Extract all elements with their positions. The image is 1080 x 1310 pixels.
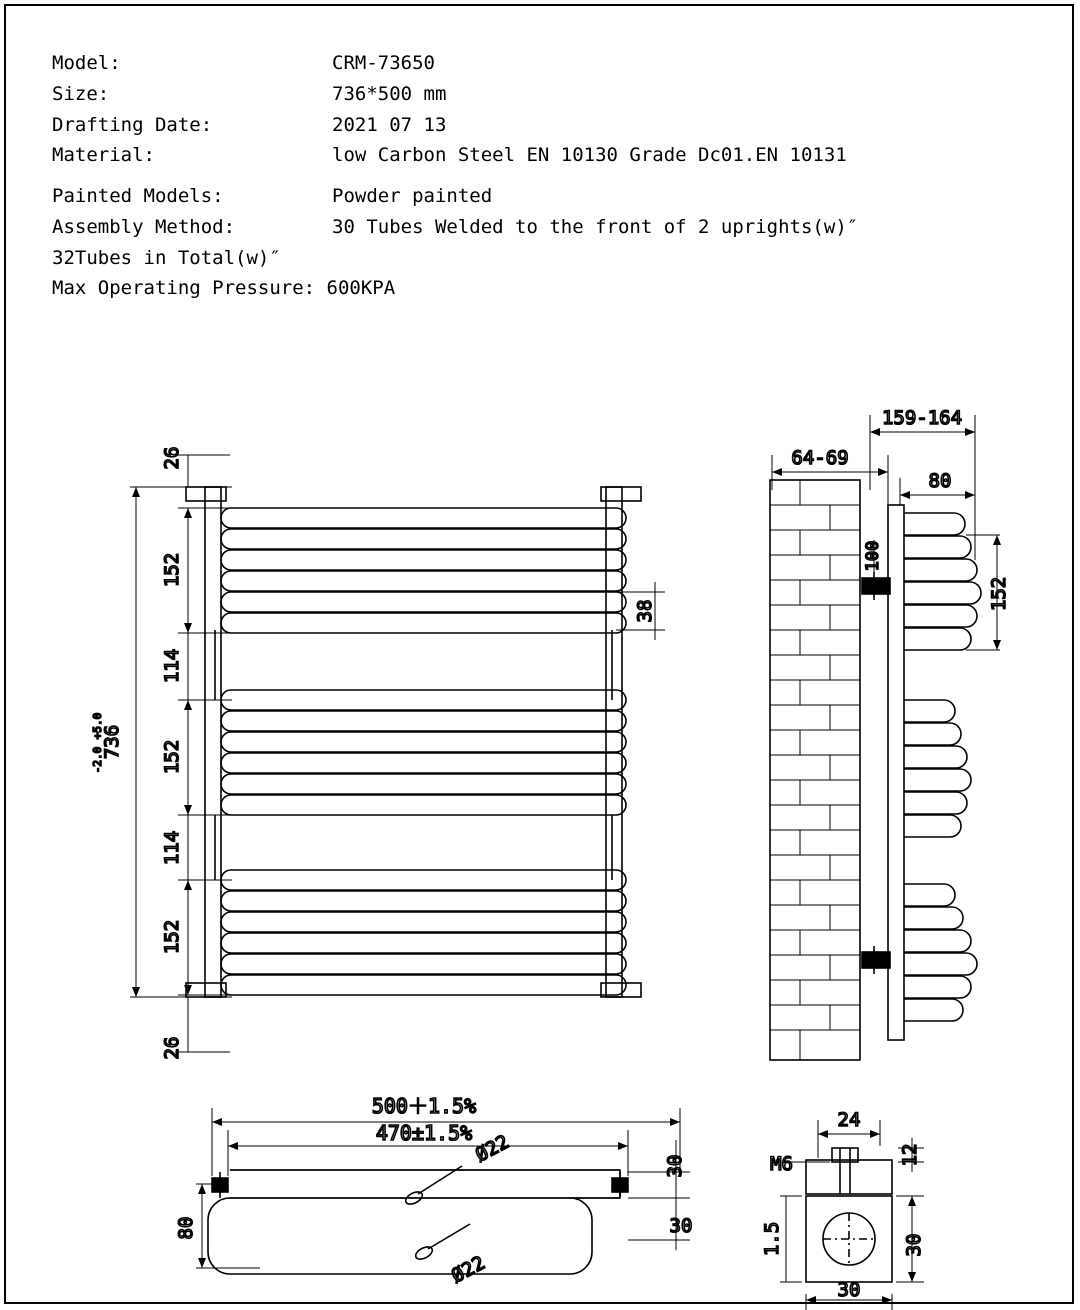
left-upright [205,487,221,997]
dim-wall-to-front: 159-164 [881,407,963,429]
spec-value: low Carbon Steel EN 10130 Grade Dc01.EN 10131 [332,144,847,167]
bottom-valve [862,952,890,968]
dim-top-overall-width: 500＋1.5% [371,1094,477,1118]
front-view [91,447,665,1060]
dim-wall-to-upright: 64-69 [791,447,849,469]
spec-extra-line-2: Max Operating Pressure: 600KPA [52,277,396,300]
spec-label: Drafting Date: [52,113,213,136]
spec-value: 30 Tubes Welded to the front of 2 uprights(w)″ [332,215,859,238]
dim-detail-thickness: 12 [899,1143,921,1167]
top-right-foot [601,487,641,501]
dim-tolerance-upper: +5.0 [91,712,104,740]
dim-detail-plate-thickness: 1.5 [761,1221,783,1257]
dim-group-1: 152 [161,552,183,588]
spec-value: CRM-73650 [332,52,435,74]
spec-value: 736*500 mm [332,82,447,105]
dim-group-3: 152 [161,919,183,955]
dim-overall-height: 736 [101,724,123,760]
dim-tube-dia-2: Ø22 [448,1251,489,1288]
wall [770,480,860,1060]
top-valve [862,578,890,594]
dim-bracket-offset: 38 [634,599,656,623]
dim-detail-plate-height: 30 [903,1233,925,1257]
dim-group-2: 152 [161,739,183,775]
dim-bottom-margin: 26 [161,1036,183,1060]
dim-top-inner-width: 470±1.5% [375,1121,473,1145]
spec-value: 2021 07 13 [332,113,447,136]
bracket-detail [761,1109,925,1310]
dim-tolerance-lower: -2.0 [91,746,104,774]
dim-tube-dia-1: Ø22 [472,1130,513,1167]
spec-label: Model: [52,52,121,74]
tube-group-middle [221,690,626,815]
side-tubes [904,513,981,1021]
dim-top-margin: 26 [161,446,183,470]
spec-extra-line-1: 32Tubes in Total(w)″ [52,246,281,269]
dim-detail-thread: M6 [770,1153,793,1175]
spec-label: Material: [52,144,155,167]
dim-detail-width: 24 [837,1109,861,1131]
spec-label: Size: [52,82,110,105]
top-view [175,1094,692,1287]
dim-valve-spacing: 80 [928,470,952,492]
right-upright [606,487,622,997]
spec-label: Painted Models: [52,185,224,208]
dim-gap-1: 114 [161,648,183,684]
dim-valve-height: 100 [863,540,883,572]
dim-bracket-gap: 80 [175,1216,197,1240]
tube-group-bottom [221,870,626,995]
dim-gap-2: 114 [161,830,183,866]
spec-value: Powder painted [332,185,493,208]
top-left-foot [186,487,226,501]
side-view [770,407,1010,1060]
dim-depth-top: 30 [664,1154,686,1178]
dim-depth-bottom: 30 [669,1215,693,1237]
tube-group-top [221,508,626,633]
spec-label: Assembly Method: [52,215,236,238]
detail-plate-top [806,1160,892,1194]
dim-side-tube-group: 152 [988,576,1010,612]
dim-detail-plate-width: 30 [837,1279,861,1301]
